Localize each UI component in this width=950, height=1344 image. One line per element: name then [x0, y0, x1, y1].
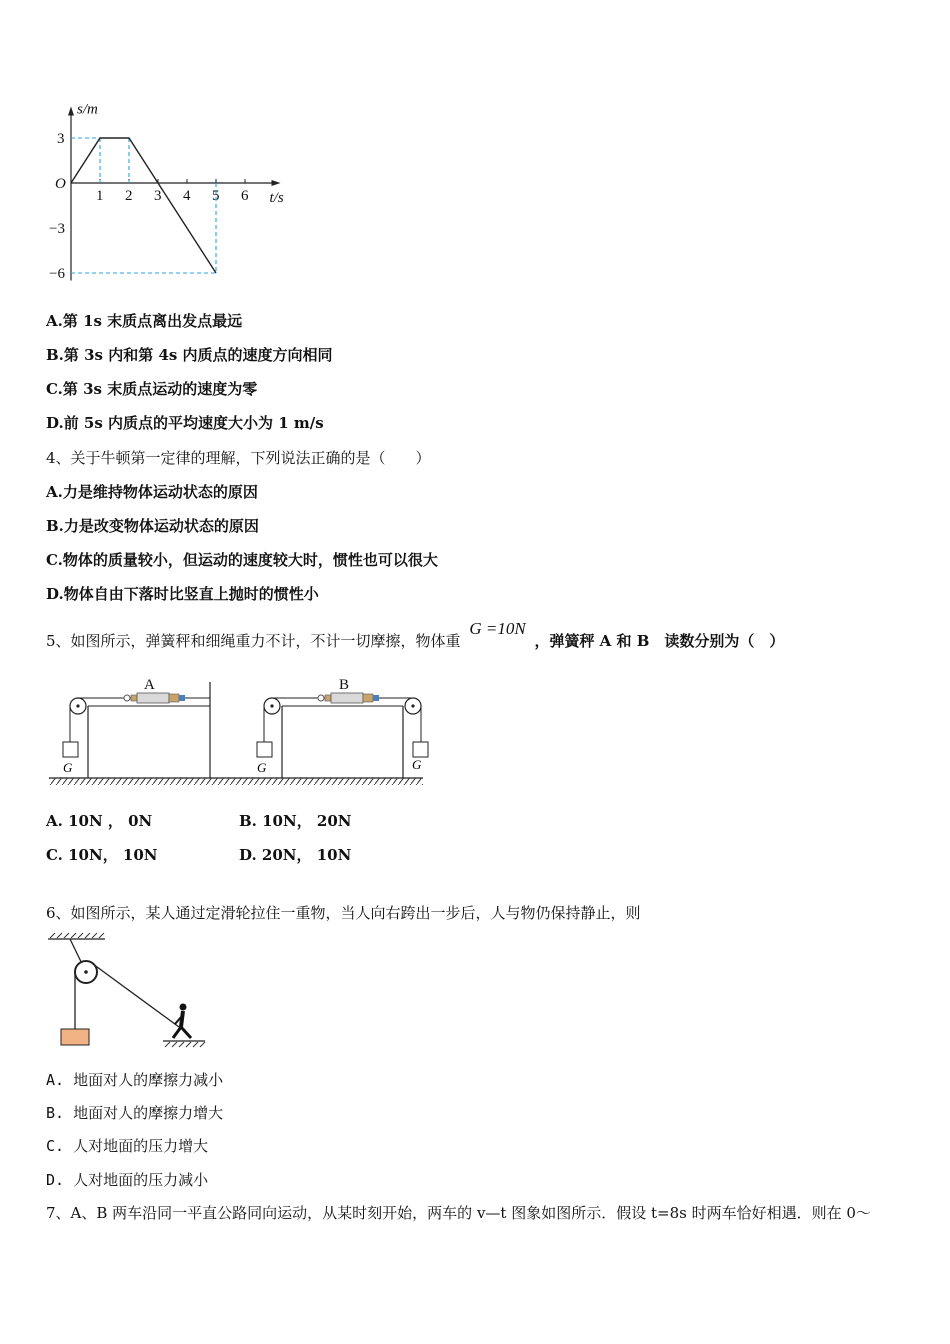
x-tick-label: 4 — [183, 188, 191, 204]
q3-option-d: D.前 5s 内质点的平均速度大小为 1 m/s — [46, 414, 324, 432]
x-tick-label: 3 — [154, 188, 162, 204]
weight-block — [61, 1029, 89, 1045]
weight-label: G — [257, 760, 267, 775]
person-icon — [173, 1004, 191, 1039]
left-setup — [63, 677, 210, 778]
y-axis-arrow — [68, 107, 74, 116]
q6-stem: 6、如图所示，某人通过定滑轮拉住一重物，当人向右跨出一步后，人与物仍保持静止，则 — [46, 904, 641, 922]
q6-option-c: C. 人对地面的压力增大 — [46, 1137, 209, 1155]
q3-option-c: C.第 3s 末质点运动的速度为零 — [46, 380, 258, 398]
q6-option-a: A. 地面对人的摩擦力减小 — [46, 1071, 224, 1089]
x-axis-arrow — [272, 180, 281, 186]
q5-option-d: D. 20N， 10N — [239, 846, 352, 864]
q4-option-b: B.力是改变物体运动状态的原因 — [46, 517, 259, 535]
y-axis-label: s/m — [77, 101, 98, 118]
q7-stem: 7、A、B 两车沿同一平直公路同向运动，从某时刻开始，两车的 v—t 图象如图所示．假设 t=8s 时两车恰好相遇．则在 0～ — [46, 1204, 871, 1222]
x-tick-label: 6 — [241, 188, 249, 204]
origin-label: O — [55, 176, 66, 192]
q5-option-a: A. 10N ， 0N — [46, 812, 153, 830]
x-tick-label: 2 — [125, 188, 133, 204]
weight-block — [257, 742, 272, 757]
weight-block — [63, 742, 78, 757]
x-tick-label: 5 — [212, 188, 220, 204]
spring-scale-b — [318, 693, 379, 703]
q4-option-c: C.物体的质量较小，但运动的速度较大时，惯性也可以很大 — [46, 551, 438, 569]
x-axis-label: t/s — [269, 190, 284, 206]
q5-option-c: C. 10N， 10N — [46, 846, 158, 864]
weight-block — [413, 742, 428, 757]
q4-option-a: A.力是维持物体运动状态的原因 — [46, 483, 258, 501]
spring-scale-a — [124, 693, 185, 703]
q5-stem-before: 5、如图所示，弹簧秤和细绳重力不计，不计一切摩擦，物体重 — [46, 632, 461, 650]
q3-option-b: B.第 3s 内和第 4s 内质点的速度方向相同 — [46, 346, 333, 364]
q5-formula: G =10N — [469, 619, 526, 638]
right-setup — [257, 677, 428, 778]
y-tick-label: 3 — [57, 131, 65, 147]
q5-option-b: B. 10N， 20N — [239, 812, 352, 830]
spring-label-b: B — [339, 677, 350, 693]
s-t-graph — [45, 95, 305, 295]
q3-option-a: A.第 1s 末质点离出发点最远 — [46, 312, 243, 330]
weight-label: G — [412, 757, 422, 772]
y-tick-label: −6 — [49, 266, 65, 282]
spring-label-a: A — [144, 677, 155, 693]
pulley-person-figure — [45, 932, 215, 1057]
q5-stem — [46, 619, 785, 651]
weight-label: G — [63, 760, 73, 775]
spring-scale-figure — [45, 672, 435, 787]
series-line — [71, 138, 216, 273]
y-tick-label: −3 — [49, 221, 65, 237]
q5-stem-after: ，弹簧秤 A 和 B 读数分别为（ ） — [534, 632, 785, 650]
q6-option-b: B. 地面对人的摩擦力增大 — [46, 1104, 224, 1122]
x-tick-label: 1 — [96, 188, 104, 204]
q6-option-d: D. 人对地面的压力减小 — [46, 1171, 209, 1189]
q4-option-d: D.物体自由下落时比竖直上抛时的惯性小 — [46, 585, 319, 603]
q4-stem: 4、关于牛顿第一定律的理解，下列说法正确的是（ ） — [46, 449, 431, 467]
